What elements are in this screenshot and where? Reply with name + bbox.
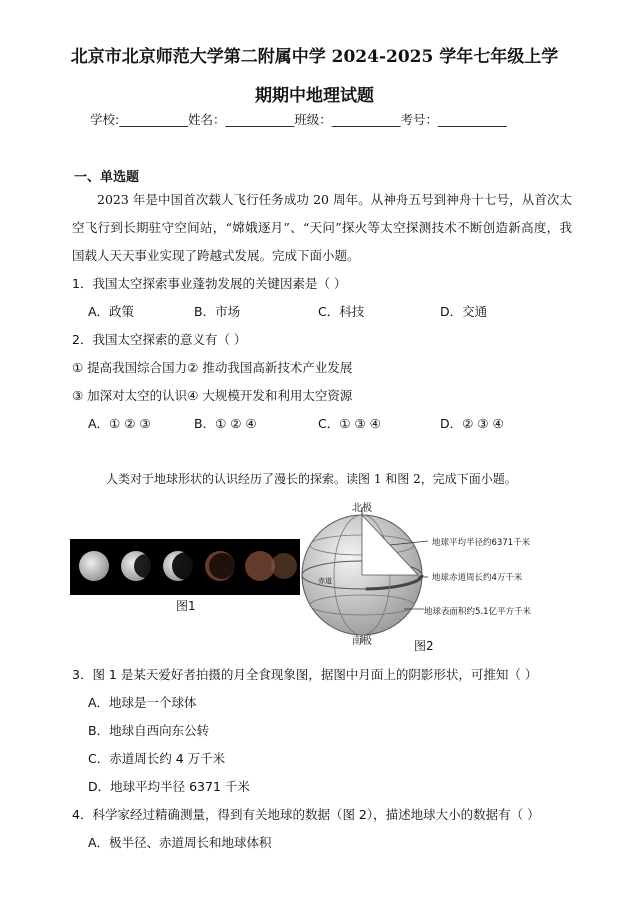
globe-north-pole-label: 北极 [352, 503, 372, 514]
globe-circumference-label: 地球赤道周长约4万千米 [432, 573, 523, 583]
document-title-line2: 期期中地理试题 [255, 86, 374, 106]
question-3-stem: 3．图 1 是某天爱好者拍摄的月全食现象图，据图中月面上的阴影形状，可推知（ ） [72, 667, 538, 682]
student-info-fields: 学校:___________姓名：___________班级：___________考号：___________ [90, 112, 507, 127]
q3-option-a: A．地球是一个球体 [88, 695, 197, 710]
question-4-stem: 4．科学家经过精确测量，得到有关地球的数据（图 2），描述地球大小的数据有（ ） [72, 807, 540, 822]
q2-option-b: B．① ② ④ [194, 416, 257, 431]
q2-option-a: A．① ② ③ [88, 416, 151, 431]
question-2-stem: 2．我国太空探索的意义有（ ） [72, 332, 247, 347]
globe-radius-label: 地球平均半径约6371千米 [432, 538, 531, 548]
q3-option-d: D．地球平均半径 6371 千米 [88, 779, 250, 794]
globe-equator-label: 赤道 [318, 577, 332, 585]
question-1-stem: 1．我国太空探索事业蓬勃发展的关键因素是（ ） [72, 276, 347, 291]
q4-option-a: A．极半径、赤道周长和地球体积 [88, 835, 272, 850]
section2-intro: 人类对于地球形状的认识经历了漫长的探索。读图 1 和图 2，完成下面小题。 [106, 472, 517, 486]
q1-option-c: C．科技 [318, 304, 365, 319]
q2-statements-line2: ③ 加深对太空的认识④ 大规模开发和利用太空资源 [72, 388, 353, 403]
globe-surface-area-label: 地球表面积约5.1亿平方千米 [424, 607, 532, 617]
figure2-label: 图2 [414, 639, 434, 653]
q2-statements-line1: ① 提高我国综合国力② 推动我国高新技术产业发展 [72, 360, 353, 375]
globe-south-pole-label: 南极 [352, 636, 372, 647]
section-heading: 一、单选题 [74, 170, 140, 185]
figure1-label: 图1 [176, 599, 196, 613]
q3-option-c: C．赤道周长约 4 万千米 [88, 751, 226, 766]
figure1-eclipse-photo [70, 539, 300, 595]
q1-option-a: A．政策 [88, 304, 135, 319]
q2-option-c: C．① ③ ④ [318, 416, 381, 431]
q1-option-b: B．市场 [194, 304, 241, 319]
q2-option-d: D．② ③ ④ [440, 416, 504, 431]
document-title-line1: 北京市北京师范大学第二附属中学 2024-2025 学年七年级上学 [70, 47, 559, 67]
q1-option-d: D．交通 [440, 304, 488, 319]
q3-option-b: B．地球自西向东公转 [88, 723, 210, 738]
section1-intro: 2023 年是中国首次载人飞行任务成功 20 周年。从神舟五号到神舟十七号，从首次太空飞行到长期驻守空间站，“嫦娥逐月”、“天问”探火等太空探测技术不断创造新高度，我国载人天天事业实现了跨越式发展。完成下面小题。 [72, 192, 572, 263]
